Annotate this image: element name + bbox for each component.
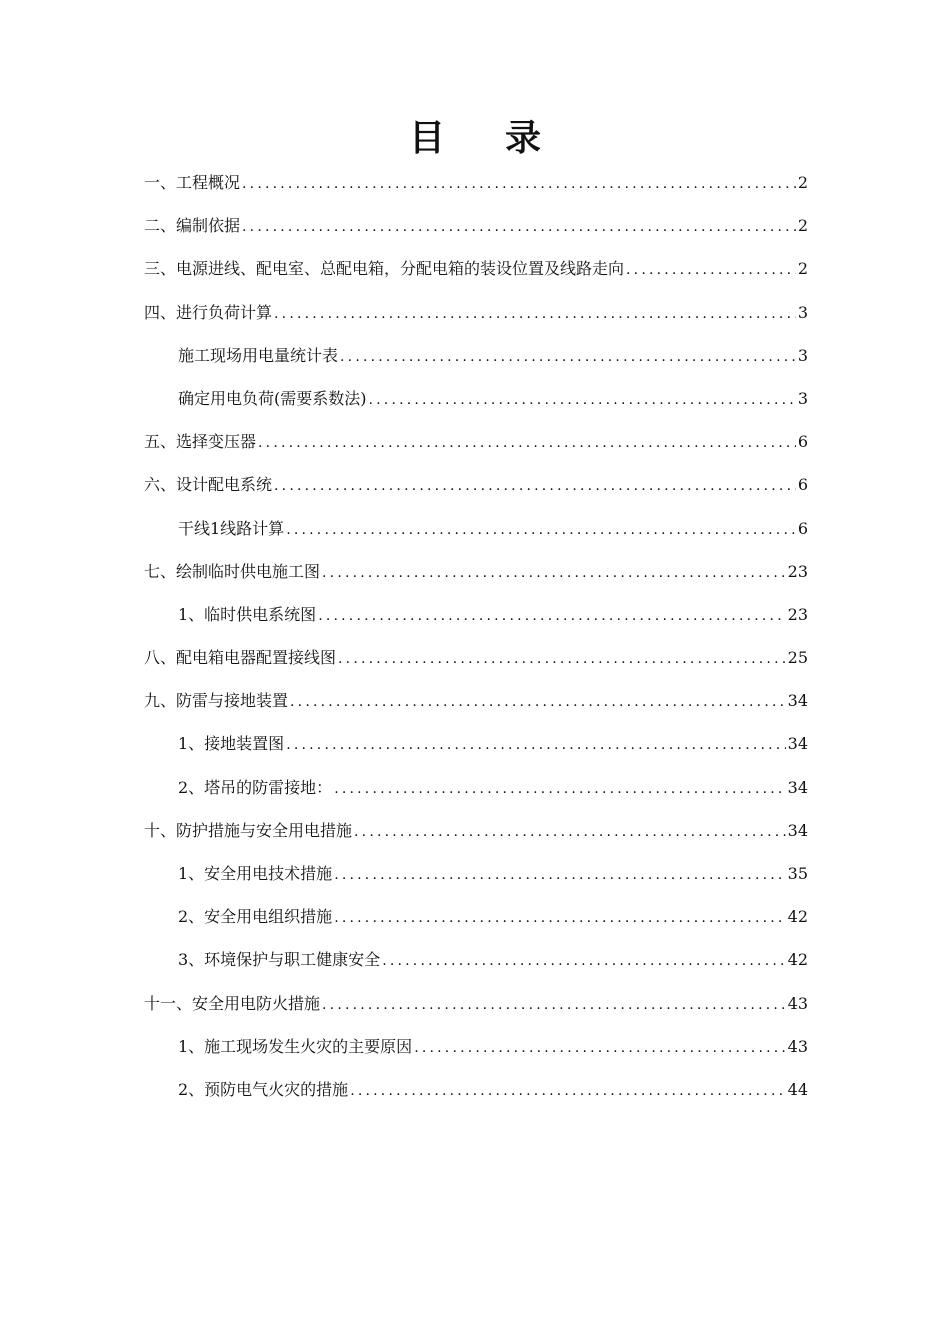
- toc-entry-label: 七、绘制临时供电施工图: [144, 561, 321, 581]
- toc-dot-leader: [258, 426, 796, 460]
- toc-entry-page-number: 2: [797, 173, 808, 192]
- toc-dot-leader: [334, 858, 785, 892]
- toc-entry[interactable]: [144, 382, 808, 425]
- toc-entry-page-number: 6: [797, 475, 808, 495]
- toc-dot-leader: [242, 210, 796, 244]
- toc-title-char-1: 目: [408, 117, 445, 159]
- toc-entry[interactable]: [144, 1030, 808, 1073]
- toc-entry-page-number: 42: [787, 950, 808, 970]
- toc-dot-leader: [318, 599, 785, 633]
- toc-entry-page-number: 43: [787, 993, 808, 1013]
- toc-entry-label: 2、预防电气火灾的措施: [178, 1079, 349, 1099]
- toc-entry[interactable]: [144, 555, 808, 598]
- toc-dot-leader: [340, 340, 796, 374]
- toc-entry[interactable]: [144, 425, 808, 468]
- toc-entry-page-number: 23: [787, 604, 808, 624]
- toc-entry[interactable]: [144, 684, 808, 727]
- toc-dot-leader: [322, 556, 786, 590]
- toc-entry[interactable]: [144, 296, 808, 339]
- toc-entry-label: 1、临时供电系统图: [178, 604, 317, 624]
- toc-entry-page-number: 3: [797, 345, 808, 365]
- toc-entry-label: 五、选择变压器: [144, 432, 257, 452]
- toc-entry[interactable]: [144, 252, 808, 295]
- toc-entry-page-number: 6: [797, 432, 808, 452]
- toc-entry[interactable]: [144, 900, 808, 943]
- toc-entry[interactable]: [144, 727, 808, 770]
- toc-entry-page-number: 6: [797, 518, 808, 538]
- toc-dot-leader: [290, 685, 786, 719]
- toc-entry[interactable]: [144, 814, 808, 857]
- toc-entry-label: 2、塔吊的防雷接地：: [178, 777, 333, 797]
- toc-entry-label: 二、编制依据: [144, 216, 241, 236]
- toc-entry-label: 3、环境保护与职工健康安全: [178, 950, 381, 970]
- toc-entry-page-number: 34: [787, 691, 808, 711]
- toc-dot-leader: [286, 513, 796, 547]
- toc-entry-label: 十、防护措施与安全用电措施: [144, 820, 353, 840]
- toc-list: [144, 166, 808, 1116]
- toc-entry-page-number: 3: [797, 388, 808, 408]
- toc-dot-leader: [338, 642, 786, 676]
- toc-entry[interactable]: [144, 1073, 808, 1116]
- toc-entry-label: 一、工程概况: [144, 173, 241, 192]
- toc-entry[interactable]: [144, 468, 808, 511]
- toc-title: [0, 112, 950, 164]
- toc-dot-leader: [414, 1031, 785, 1065]
- toc-entry-page-number: 35: [787, 864, 808, 883]
- toc-dot-leader: [382, 944, 785, 978]
- toc-dot-leader: [274, 469, 796, 503]
- toc-entry[interactable]: [144, 209, 808, 252]
- toc-dot-leader: [322, 988, 786, 1022]
- toc-entry-label: 1、安全用电技术措施: [178, 864, 333, 883]
- toc-entry-label: 2、安全用电组织措施: [178, 907, 333, 927]
- toc-entry[interactable]: [144, 641, 808, 684]
- toc-dot-leader: [626, 253, 796, 287]
- toc-entry-page-number: 3: [797, 302, 808, 322]
- toc-entry-label: 八、配电箱电器配置接线图: [144, 648, 337, 668]
- toc-dot-leader: [286, 728, 785, 762]
- toc-entry-page-number: 23: [787, 561, 808, 581]
- toc-entry-label: 九、防雷与接地装置: [144, 691, 289, 711]
- toc-entry-page-number: 44: [787, 1079, 808, 1099]
- toc-entry-label: 确定用电负荷(需要系数法): [178, 388, 367, 408]
- toc-entry-label: 施工现场用电量统计表: [178, 345, 339, 365]
- toc-dot-leader: [354, 815, 786, 849]
- toc-entry-page-number: 25: [787, 648, 808, 668]
- toc-entry-label: 六、设计配电系统: [144, 475, 273, 495]
- toc-dot-leader: [350, 1074, 785, 1108]
- toc-entry[interactable]: [144, 339, 808, 382]
- toc-entry[interactable]: [144, 512, 808, 555]
- toc-entry[interactable]: [144, 857, 808, 900]
- toc-entry-page-number: 34: [787, 734, 808, 754]
- toc-dot-leader: [334, 901, 785, 935]
- toc-entry-label: 1、施工现场发生火灾的主要原因: [178, 1036, 413, 1056]
- toc-dot-leader: [242, 167, 796, 201]
- toc-dot-leader: [334, 772, 785, 806]
- toc-entry[interactable]: [144, 771, 808, 814]
- toc-entry[interactable]: [144, 598, 808, 641]
- toc-entry-label: 四、进行负荷计算: [144, 302, 273, 322]
- toc-entry-label: 干线1线路计算: [178, 518, 285, 538]
- toc-entry-label: 十一、安全用电防火措施: [144, 993, 321, 1013]
- toc-entry[interactable]: [144, 166, 808, 209]
- toc-entry-page-number: 34: [787, 777, 808, 797]
- toc-entry[interactable]: [144, 943, 808, 986]
- toc-entry-page-number: 34: [787, 820, 808, 840]
- toc-entry-label: 1、接地装置图: [178, 734, 285, 754]
- toc-entry-page-number: 2: [797, 216, 808, 236]
- toc-entry-label: 三、电源进线、配电室、总配电箱，分配电箱的装设位置及线路走向: [144, 259, 625, 279]
- toc-title-char-2: 录: [505, 117, 542, 159]
- toc-dot-leader: [369, 383, 796, 417]
- toc-dot-leader: [274, 297, 796, 331]
- toc-entry-page-number: 2: [797, 259, 808, 279]
- toc-entry-page-number: 42: [787, 907, 808, 927]
- toc-entry-page-number: 43: [787, 1036, 808, 1056]
- toc-entry[interactable]: [144, 987, 808, 1030]
